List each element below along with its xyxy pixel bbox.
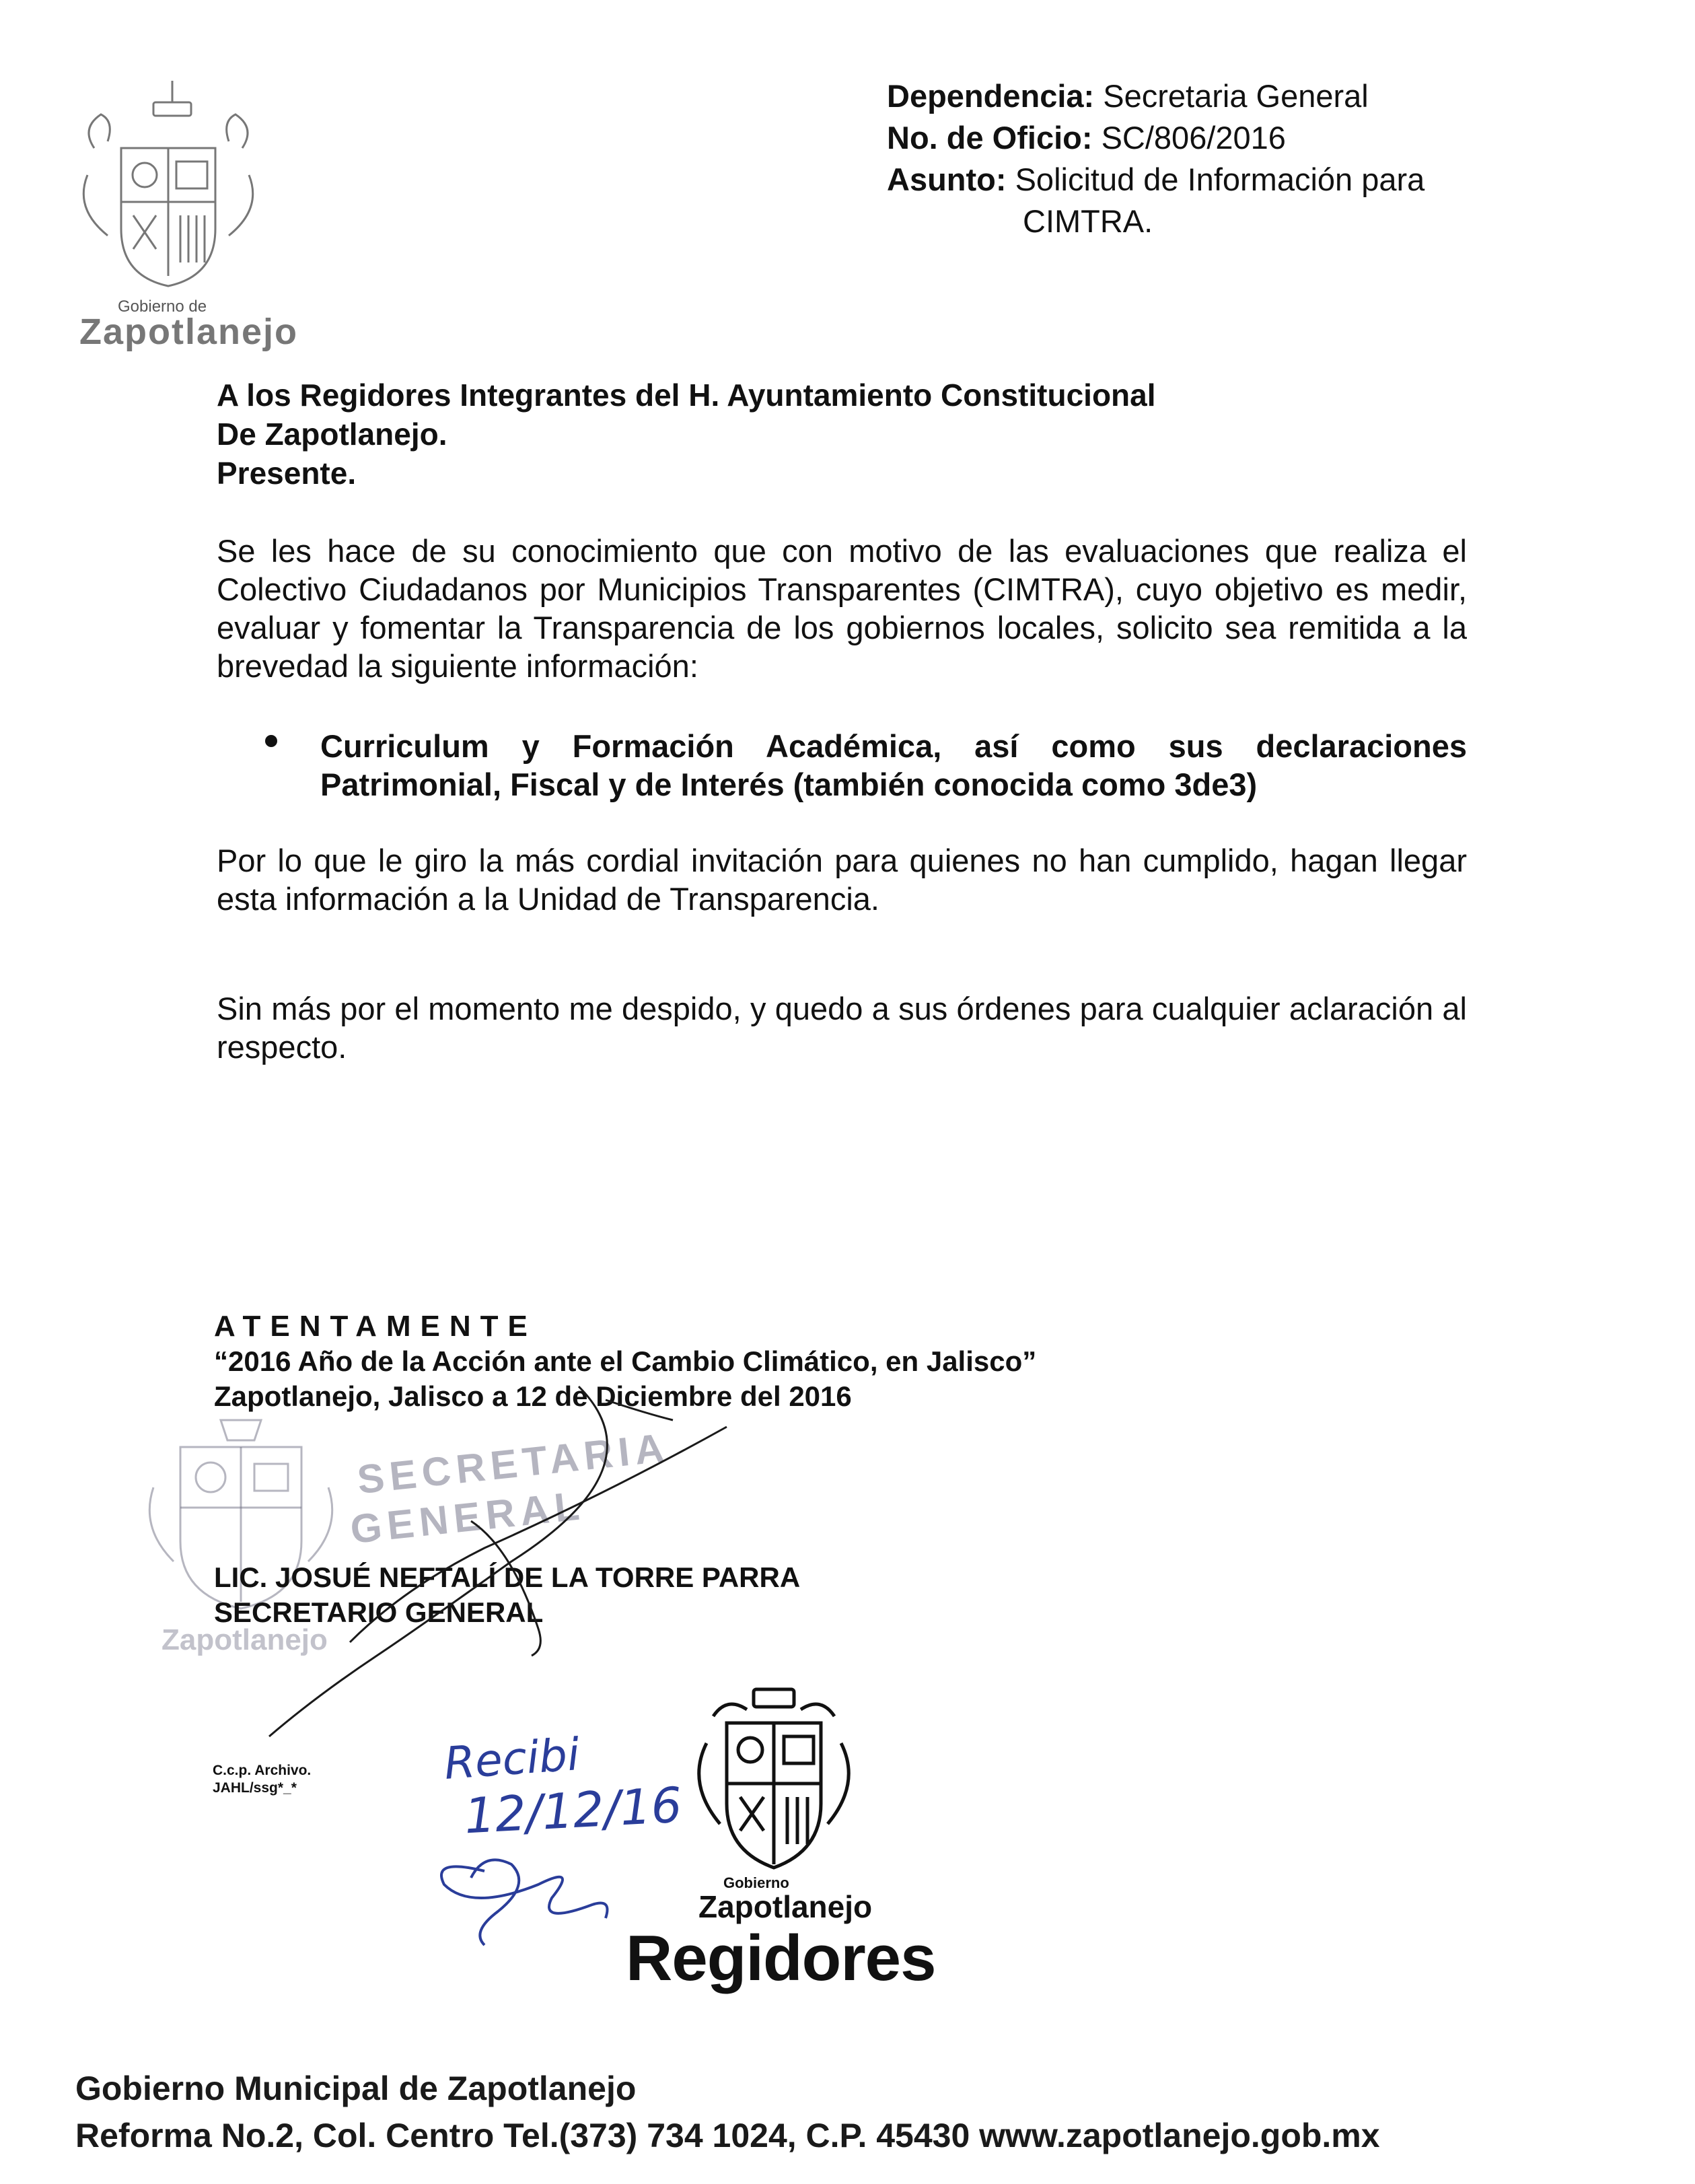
logo-caption-small: Gobierno de <box>118 297 207 316</box>
oficio-label: No. de Oficio: <box>887 120 1093 155</box>
addressee-line-2: De Zapotlanejo. <box>217 417 447 452</box>
body-paragraph-2: Por lo que le giro la más cordial invitación para quienes no han cumplido, hagan llegar esta información a la Unidad de Transparencia. <box>217 843 1467 917</box>
regidores-logo-mid-text: Zapotlanejo <box>698 1889 873 1924</box>
addressee-line-3: Presente. <box>217 456 357 491</box>
footer-line-2: Reforma No.2, Col. Centro Tel.(373) 734 1024, C.P. 45430 www.zapotlanejo.gob.mx <box>75 2117 1380 2154</box>
footer-line-1: Gobierno Municipal de Zapotlanejo <box>75 2070 637 2107</box>
carbon-copy-block <box>213 1762 311 1797</box>
bullet-item: Curriculum y Formación Académica, así como sus declaraciones Patrimonial, Fiscal y de Interés (también conocida como 3de3) <box>320 728 1467 802</box>
stamp-text-1: SECRETARIA <box>355 1424 672 1503</box>
dependencia-label: Dependencia: <box>887 78 1095 114</box>
ccp-line-2: JAHL/ssg*_* <box>213 1780 297 1796</box>
asunto-value: Solicitud de Información para <box>1015 162 1425 197</box>
place-date-line: Zapotlanejo, Jalisco a 12 de Diciembre del 2016 <box>214 1380 852 1412</box>
asunto-value-2: CIMTRA. <box>1023 203 1153 239</box>
body-paragraph-3: Sin más por el momento me despido, y quedo a sus órdenes para cualquier aclaración al respecto. <box>217 991 1467 1065</box>
regidores-logo-big-text: Regidores <box>626 1922 936 1994</box>
page-footer <box>75 2065 1380 2159</box>
handwritten-date: 12/12/16 <box>463 1776 684 1845</box>
regidores-crest-logo <box>686 1683 861 1878</box>
atentamente-heading: ATENTAMENTE <box>214 1310 537 1343</box>
logo-caption-large: Zapotlanejo <box>79 312 299 352</box>
signer-name: LIC. JOSUÉ NEFTALÍ DE LA TORRE PARRA <box>214 1561 801 1593</box>
oficio-value: SC/806/2016 <box>1101 120 1286 155</box>
signer-title: SECRETARIO GENERAL <box>214 1596 544 1628</box>
stamp-text-2: GENERAL <box>348 1482 587 1553</box>
ccp-line-1: C.c.p. Archivo. <box>213 1763 312 1778</box>
stamp-text-3: Zapotlanejo <box>161 1623 328 1656</box>
asunto-label: Asunto: <box>887 162 1007 197</box>
regidores-logo-small-text: Gobierno <box>723 1874 789 1891</box>
addressee-line-1: A los Regidores Integrantes del H. Ayuntamiento Constitucional <box>217 378 1156 413</box>
handwritten-received: Recibi <box>442 1728 581 1790</box>
motto-line: “2016 Año de la Acción ante el Cambio Climático, en Jalisco” <box>214 1345 1037 1377</box>
dependencia-value: Secretaria General <box>1103 78 1369 114</box>
body-paragraph-1: Se les hace de su conocimiento que con motivo de las evaluaciones que realiza el Colectivo Ciudadanos por Municipios Transparentes (CIMTRA), cuyo objetivo es medir, evaluar y fomentar la Transparencia de los gobiernos locales, solicito sea remitida a la brevedad la siguiente información: <box>217 533 1467 684</box>
